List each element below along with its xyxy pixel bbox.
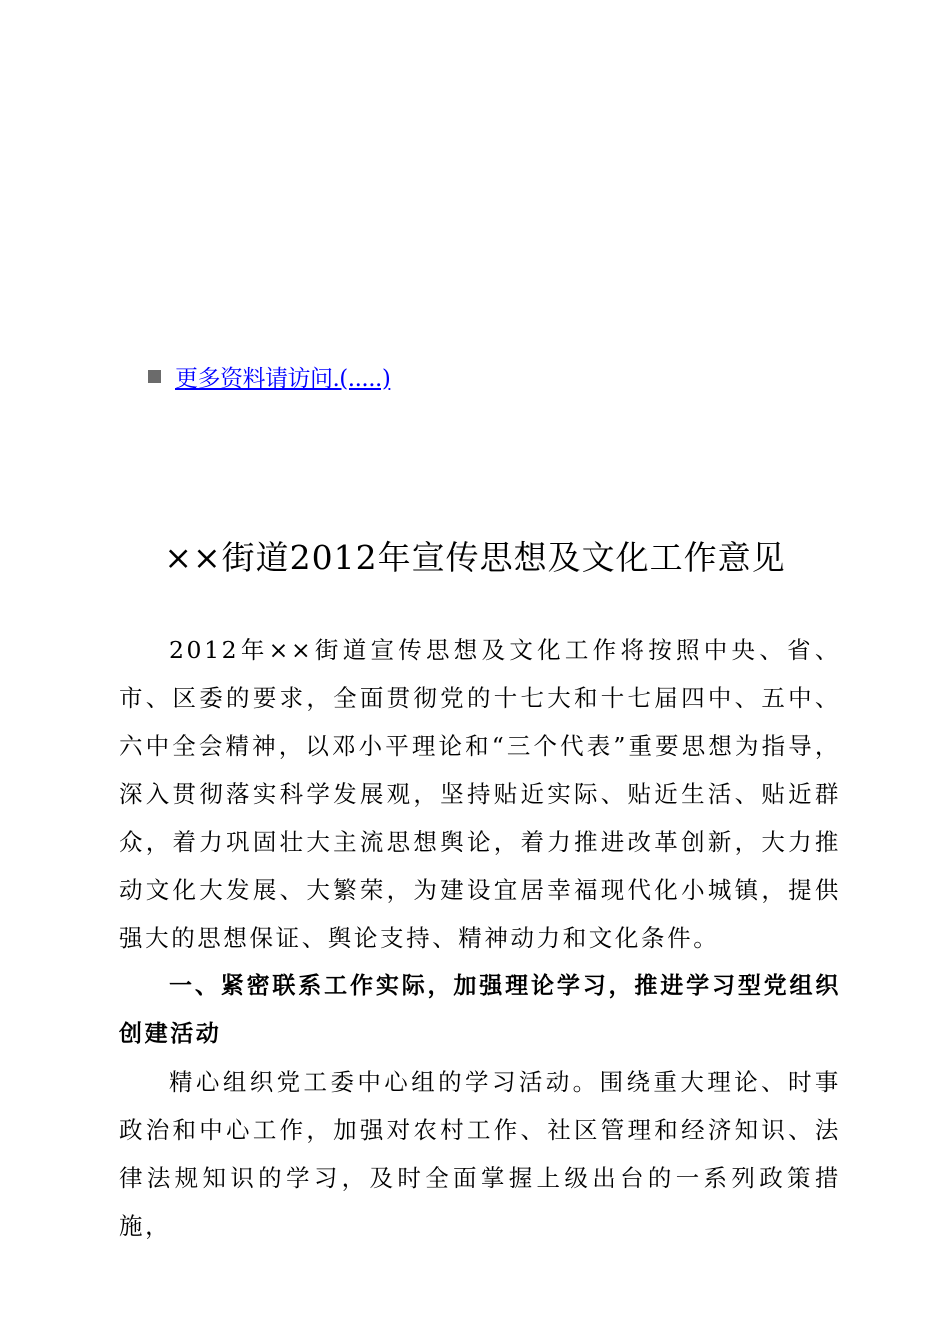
resource-link-line <box>148 360 390 392</box>
document-title: ××街道2012年宣传思想及文化工作意见 <box>164 538 786 577</box>
more-resources-link[interactable]: 更多资料请访问.(.....) <box>175 365 391 392</box>
section-heading-1: 一、紧密联系工作实际，加强理论学习，推进学习型党组织创建活动 <box>119 973 841 1047</box>
intro-paragraph: 2012年××街道宣传思想及文化工作将按照中央、省、市、区委的要求，全面贯彻党的十七大和十七届四中、五中、六中全会精神，以邓小平理论和“三个代表”重要思想为指导，深入贯彻落实科学发展观，坚持贴近实际、贴近生活、贴近群众，着力巩固壮大主流思想舆论，着力推进改革创新，大力推动文化大发展、大繁荣，为建设宜居幸福现代化小城镇，提供强大的思想保证、舆论支持、精神动力和文化条件。 <box>119 636 841 952</box>
section-1-paragraph: 精心组织党工委中心组的学习活动。围绕重大理论、时事政治和中心工作，加强对农村工作、社区管理和经济知识、法律法规知识的学习，及时全面掌握上级出台的一系列政策措施， <box>119 1068 841 1240</box>
square-bullet-icon <box>148 370 161 383</box>
